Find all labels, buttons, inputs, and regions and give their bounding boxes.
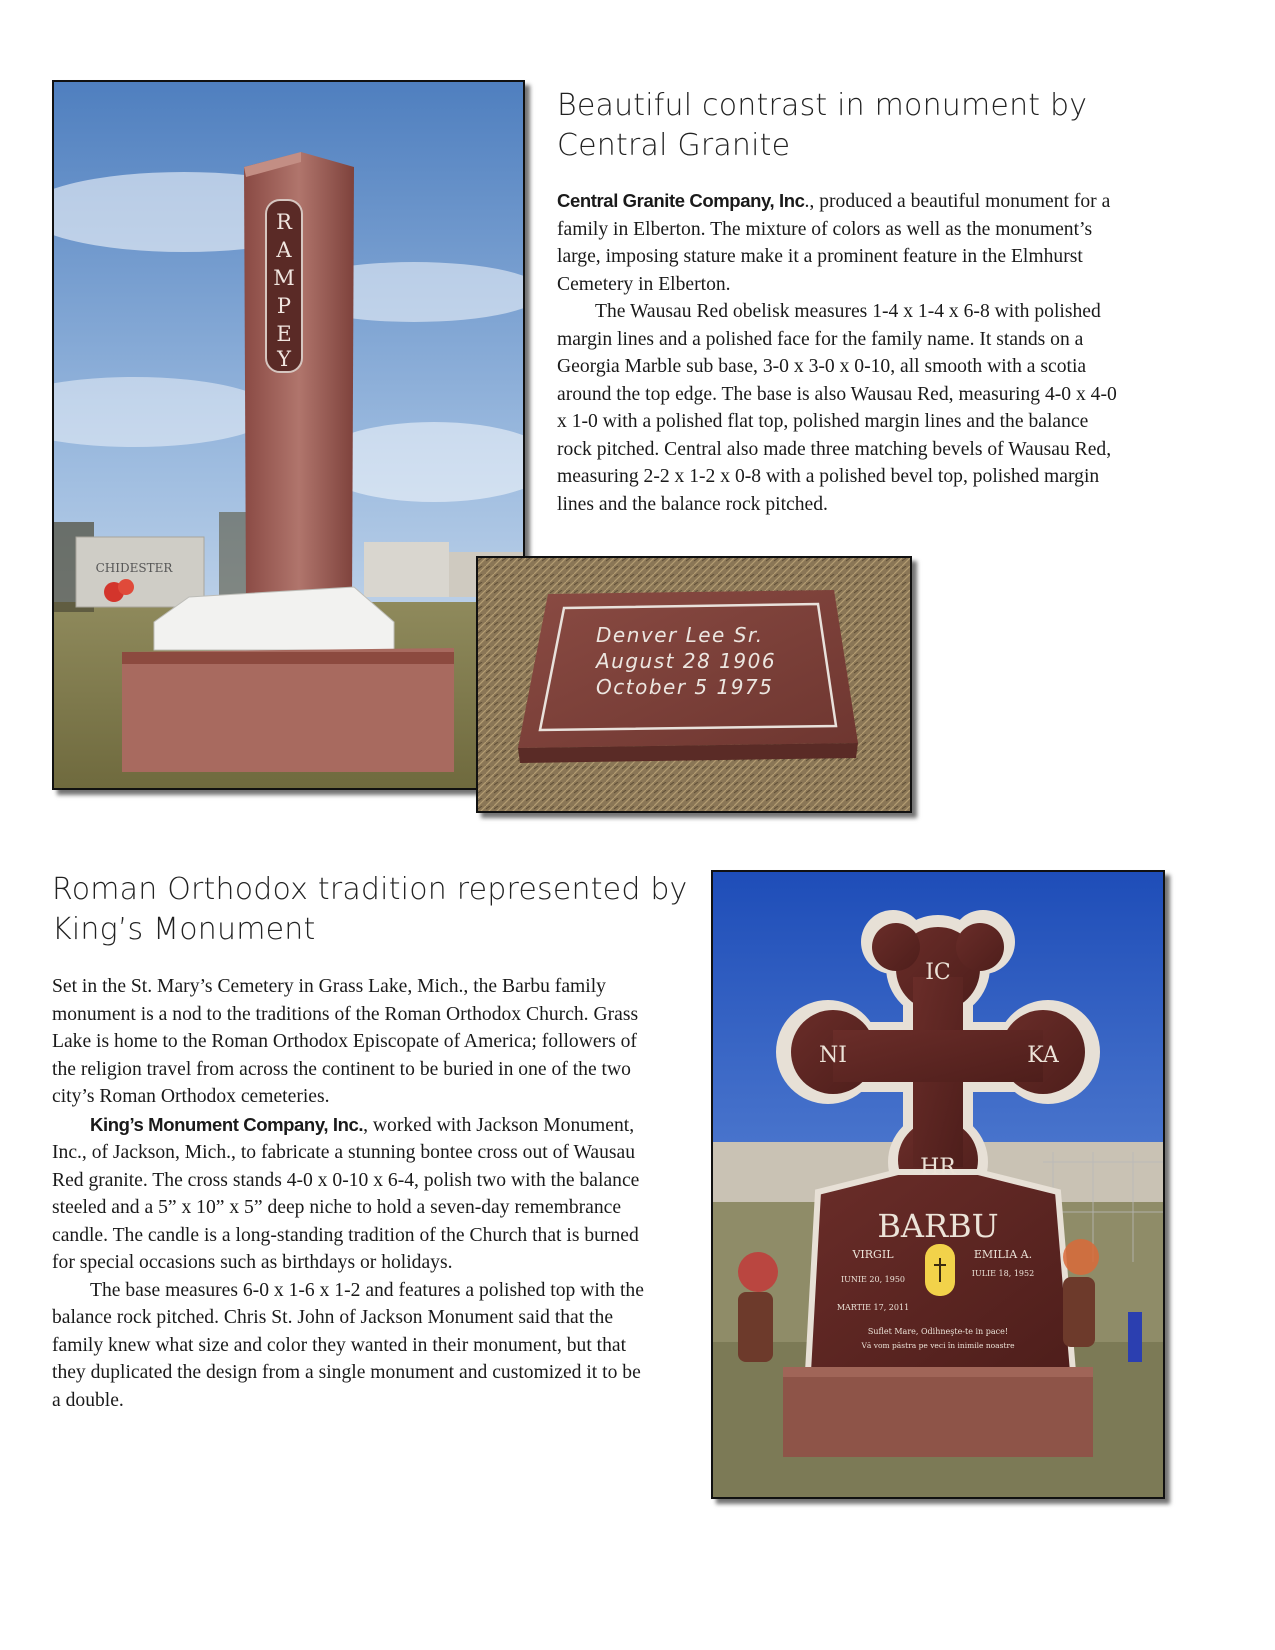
cross-text-right: KA xyxy=(1027,1043,1059,1068)
epitaph-line: Vă vom păstra pe veci în inimile noastre xyxy=(861,1341,1015,1350)
cross-photo-graphic xyxy=(713,872,1163,1497)
marker-line: August 28 1906 xyxy=(596,649,777,673)
left-date: IUNIE 20, 1950 xyxy=(840,1275,906,1284)
cross-text-bottom: HR xyxy=(920,1155,956,1180)
article1-paragraph xyxy=(557,187,1124,298)
cross-photo xyxy=(711,870,1165,1499)
headline-line: King’s Monument xyxy=(52,912,316,947)
marker-photo xyxy=(476,556,912,813)
rampey-letter: M xyxy=(273,266,295,290)
rampey-letter: P xyxy=(276,294,292,318)
right-date: IULIE 18, 1952 xyxy=(971,1269,1035,1278)
cross-text-left: NI xyxy=(819,1043,847,1068)
article1-body xyxy=(557,187,1124,518)
marker-line: October 5 1975 xyxy=(596,675,774,699)
chidester-stone-text: CHIDESTER xyxy=(95,561,173,575)
paragraph-text: ., produced a beautiful monument for a family in Elberton. The mixture of colors as well as the monument’s large, imposing stature make it a prominent feature in the Elmhurst Cemetery in Elberton. xyxy=(557,191,1111,295)
paragraph-text: , worked with Jackson Monument, Inc., of Jackson, Mich., to fabricate a stunning bontee cross out of Wausau Red granite. The cross stands 4-0 x 0-10 x 6-4, polish two with the balance steeled and a 5” x 10” x 5” deep niche to hold a seven-day remembrance candle. The candle is a long-standing tradition of the Church that is burned for special occasions such as birthdays or holidays. xyxy=(52,1114,640,1273)
headline-line: Central Granite xyxy=(557,128,791,163)
right-name: EMILIA A. xyxy=(973,1248,1033,1261)
barbu-family-name: BARBU xyxy=(877,1207,999,1245)
marker-photo-graphic xyxy=(478,558,910,811)
rampey-letter: Y xyxy=(277,347,291,371)
article1-headline xyxy=(557,86,1087,166)
article1-paragraph: The Wausau Red obelisk measures 1-4 x 1-4 x 6-8 with polished margin lines and a polished face for the family name. It stands on a Georgia Marble sub base, 3-0 x 3-0 x 0-10, all smooth with a scotia around the top edge. The base is also Wausau Red, measuring 4-0 x 4-0 x 1-0 with a polished flat top, polished margin lines and the balance rock pitched. Central also made three matching bevels of Wausau Red, measuring 2-2 x 1-2 x 0-8 with a polished bevel top, polished margin lines and the balance rock pitched. xyxy=(557,301,1117,515)
article2-paragraph: Set in the St. Mary’s Cemetery in Grass Lake, Mich., the Barbu family monument is a nod to the traditions of the Roman Orthodox Church. Grass Lake is home to the Roman Orthodox Episcopate of America; followers of the religion travel from across the continent to be buried in one of the two city’s Roman Orthodox cemeteries. xyxy=(52,976,639,1107)
article2-headline xyxy=(52,870,688,950)
article2-paragraph xyxy=(52,1111,647,1277)
cross-text-top: IC xyxy=(925,960,951,985)
company-name: King’s Monument Company, Inc. xyxy=(90,1113,364,1135)
epitaph-line: Suflet Mare, Odihneşte-te in pace! xyxy=(867,1327,1009,1336)
article2-body xyxy=(52,973,647,1414)
obelisk-photo xyxy=(52,80,525,790)
headline-line: Beautiful contrast in monument by xyxy=(557,88,1088,123)
left-name: VIRGIL xyxy=(852,1248,894,1261)
left-date: MARTIE 17, 2011 xyxy=(836,1303,910,1312)
obelisk-photo-graphic xyxy=(54,82,523,788)
headline-line: Roman Orthodox tradition represented by xyxy=(52,872,688,907)
rampey-letter: A xyxy=(276,238,292,262)
article2-paragraph: The base measures 6-0 x 1-6 x 1-2 and features a polished top with the balance rock pitched. Chris St. John of Jackson Monument said that the family knew what size and color they wanted in their monument, but that they duplicated the design from a single monument and customized it to be a double. xyxy=(52,1279,644,1411)
company-name: Central Granite Company, Inc xyxy=(557,190,805,211)
rampey-letter: E xyxy=(276,322,292,346)
rampey-letter: R xyxy=(276,210,292,234)
marker-line: Denver Lee Sr. xyxy=(596,623,764,647)
